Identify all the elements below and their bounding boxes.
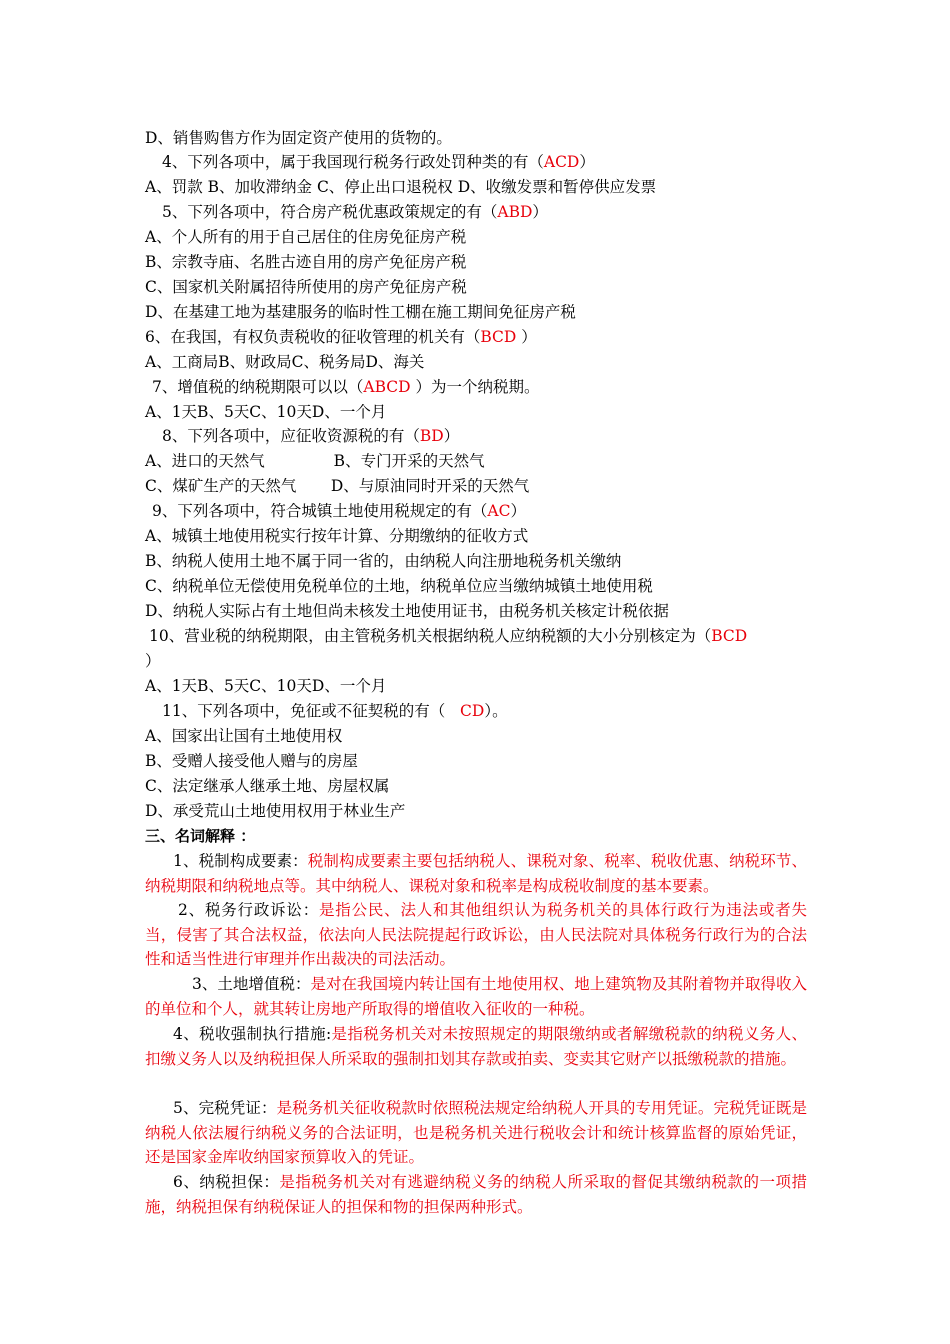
question-9 <box>152 501 526 521</box>
option-text: B、受赠人接受他人赠与的房屋 <box>145 752 358 770</box>
option-line <box>145 526 528 546</box>
question-end-line <box>145 651 161 671</box>
option-text: ） <box>145 652 161 670</box>
option-line <box>145 277 467 297</box>
option-text: D、销售购售方作为固定资产使用的货物的。 <box>145 129 452 147</box>
option-line <box>145 352 424 372</box>
question-text: 11、下列各项中，免征或不征契税的有（ <box>162 702 461 720</box>
question-text: 5、下列各项中，符合房产税优惠政策规定的有（ <box>162 203 498 221</box>
term-definition <box>145 898 807 972</box>
option-text: A、1天B、5天C、10天D、一个月 <box>145 403 387 421</box>
option-line <box>145 302 576 322</box>
question-end: ） <box>443 427 460 445</box>
term-text: 是指税务机关对未按照规定的期限缴纳或者解缴税款的纳税义务人、扣缴义务人以及纳税担保人所采取的强制扣划其存款或拍卖、变卖其它财产以抵缴税款的措施。 <box>145 1025 807 1068</box>
option-line <box>145 128 452 148</box>
option-line <box>145 451 485 471</box>
option-line <box>145 601 669 621</box>
question-7 <box>152 377 539 397</box>
question-text: 8、下列各项中，应征收资源税的有（ <box>162 427 420 445</box>
term-label: 2、税务行政诉讼： <box>178 901 319 919</box>
question-text: 10、营业税的纳税期限，由主管税务机关根据纳税人应纳税额的大小分别核定为（ <box>149 627 712 645</box>
option-line <box>145 751 358 771</box>
term-definition <box>145 1170 807 1219</box>
question-10 <box>149 626 747 646</box>
option-text: B、宗教寺庙、名胜古迹自用的房产免征房产税 <box>145 253 467 271</box>
question-5 <box>162 202 548 222</box>
term-definition <box>145 1022 807 1071</box>
term-label: 1、税制构成要素： <box>173 852 308 870</box>
option-text: B、纳税人使用土地不属于同一省的，由纳税人向注册地税务机关缴纳 <box>145 552 622 570</box>
question-text: 7、增值税的纳税期限可以以（ <box>152 378 364 396</box>
term-text: 是对在我国境内转让国有土地使用权、地上建筑物及其附着物并取得收入的单位和个人，就其转让房地产所取得的增值收入征收的一种税。 <box>145 975 807 1018</box>
option-text: D、在基建工地为基建服务的临时性工棚在施工期间免征房产税 <box>145 303 576 321</box>
question-text: 6、在我国，有权负责税收的征收管理的机关有（ <box>145 328 481 346</box>
option-text: C、国家机关附属招待所使用的房产免征房产税 <box>145 278 467 296</box>
option-text: A、罚款 B、加收滞纳金 C、停止出口退税权 D、收缴发票和暂停供应发票 <box>145 178 657 196</box>
term-text: 税制构成要素主要包括纳税人、课税对象、税率、税收优惠、纳税环节、纳税期限和纳税地点等。其中纳税人、课税对象和税率是构成税收制度的基本要素。 <box>145 852 807 895</box>
term-text: 是指公民、法人和其他组织认为税务机关的具体行政行为违法或者失当，侵害了其合法权益，依法向人民法院提起行政诉讼，由人民法院对具体税务行政行为的合法性和适当性进行审理并作出裁决的司法活动。 <box>145 901 807 969</box>
option-text: D、纳税人实际占有土地但尚未核发土地使用证书，由税务机关核定计税依据 <box>145 602 669 620</box>
question-text: 4、下列各项中，属于我国现行税务行政处罚种类的有（ <box>162 153 544 171</box>
question-text: 9、下列各项中，符合城镇土地使用税规定的有（ <box>152 502 488 520</box>
question-11 <box>162 701 508 721</box>
question-6 <box>145 327 537 347</box>
question-4 <box>162 152 595 172</box>
option-line <box>145 177 656 197</box>
answer-key: AC <box>487 502 511 520</box>
term-label: 5、完税凭证： <box>173 1099 277 1117</box>
question-end: ）为一个纳税期。 <box>410 378 540 396</box>
answer-key: BCD <box>480 328 517 346</box>
question-8 <box>162 426 459 446</box>
option-text: C、煤矿生产的天然气 D、与原油同时开采的天然气 <box>145 477 530 495</box>
option-text: C、纳税单位无偿使用免税单位的土地，纳税单位应当缴纳城镇土地使用税 <box>145 577 653 595</box>
term-definition <box>145 1096 807 1170</box>
term-label: 6、纳税担保： <box>173 1173 280 1191</box>
option-line <box>145 801 405 821</box>
question-end: ）。 <box>484 702 508 720</box>
term-definition <box>145 972 807 1021</box>
option-text: D、承受荒山土地使用权用于林业生产 <box>145 802 406 820</box>
option-text: A、工商局B、财政局C、税务局D、海关 <box>145 353 425 371</box>
section-title: 三、名词解释 ： <box>145 827 256 845</box>
option-line <box>145 676 386 696</box>
question-end: ） <box>579 153 595 171</box>
term-text: 是指税务机关对有逃避纳税义务的纳税人所采取的督促其缴纳税款的一项措施，纳税担保有纳税保证人的担保和物的担保两种形式。 <box>145 1173 807 1216</box>
option-line <box>145 726 342 746</box>
answer-key: ABCD <box>363 378 411 396</box>
option-text: A、1天B、5天C、10天D、一个月 <box>145 677 387 695</box>
answer-key: ACD <box>543 153 580 171</box>
option-text: A、进口的天然气 B、专门开采的天然气 <box>145 452 485 470</box>
question-end: ） <box>532 203 548 221</box>
option-line <box>145 576 653 596</box>
answer-key: BD <box>419 427 444 445</box>
option-text: C、法定继承人继承土地、房屋权属 <box>145 777 390 795</box>
term-label: 4、税收强制执行措施: <box>173 1025 332 1043</box>
option-line <box>145 476 529 496</box>
answer-key: BCD <box>711 627 748 645</box>
option-text: A、国家出让国有土地使用权 <box>145 727 343 745</box>
option-text: A、个人所有的用于自己居住的住房免征房产税 <box>145 228 467 246</box>
option-line <box>145 551 621 571</box>
option-line <box>145 252 466 272</box>
option-text: A、城镇土地使用税实行按年计算、分期缴纳的征收方式 <box>145 527 529 545</box>
question-end: ） <box>516 328 537 346</box>
option-line <box>145 776 389 796</box>
option-line <box>145 227 466 247</box>
term-definition <box>145 849 807 898</box>
answer-key: ABD <box>497 203 533 221</box>
term-label: 3、土地增值税： <box>192 975 311 993</box>
answer-key: CD <box>460 702 485 720</box>
question-end: ） <box>510 502 526 520</box>
option-line <box>145 402 386 422</box>
term-text: 是税务机关征收税款时依照税法规定给纳税人开具的专用凭证。完税凭证既是纳税人依法履行纳税义务的合法证明，也是税务机关进行税收会计和统计核算监督的原始凭证，还是国家金库收纳国家预算收入的凭证。 <box>145 1099 807 1167</box>
